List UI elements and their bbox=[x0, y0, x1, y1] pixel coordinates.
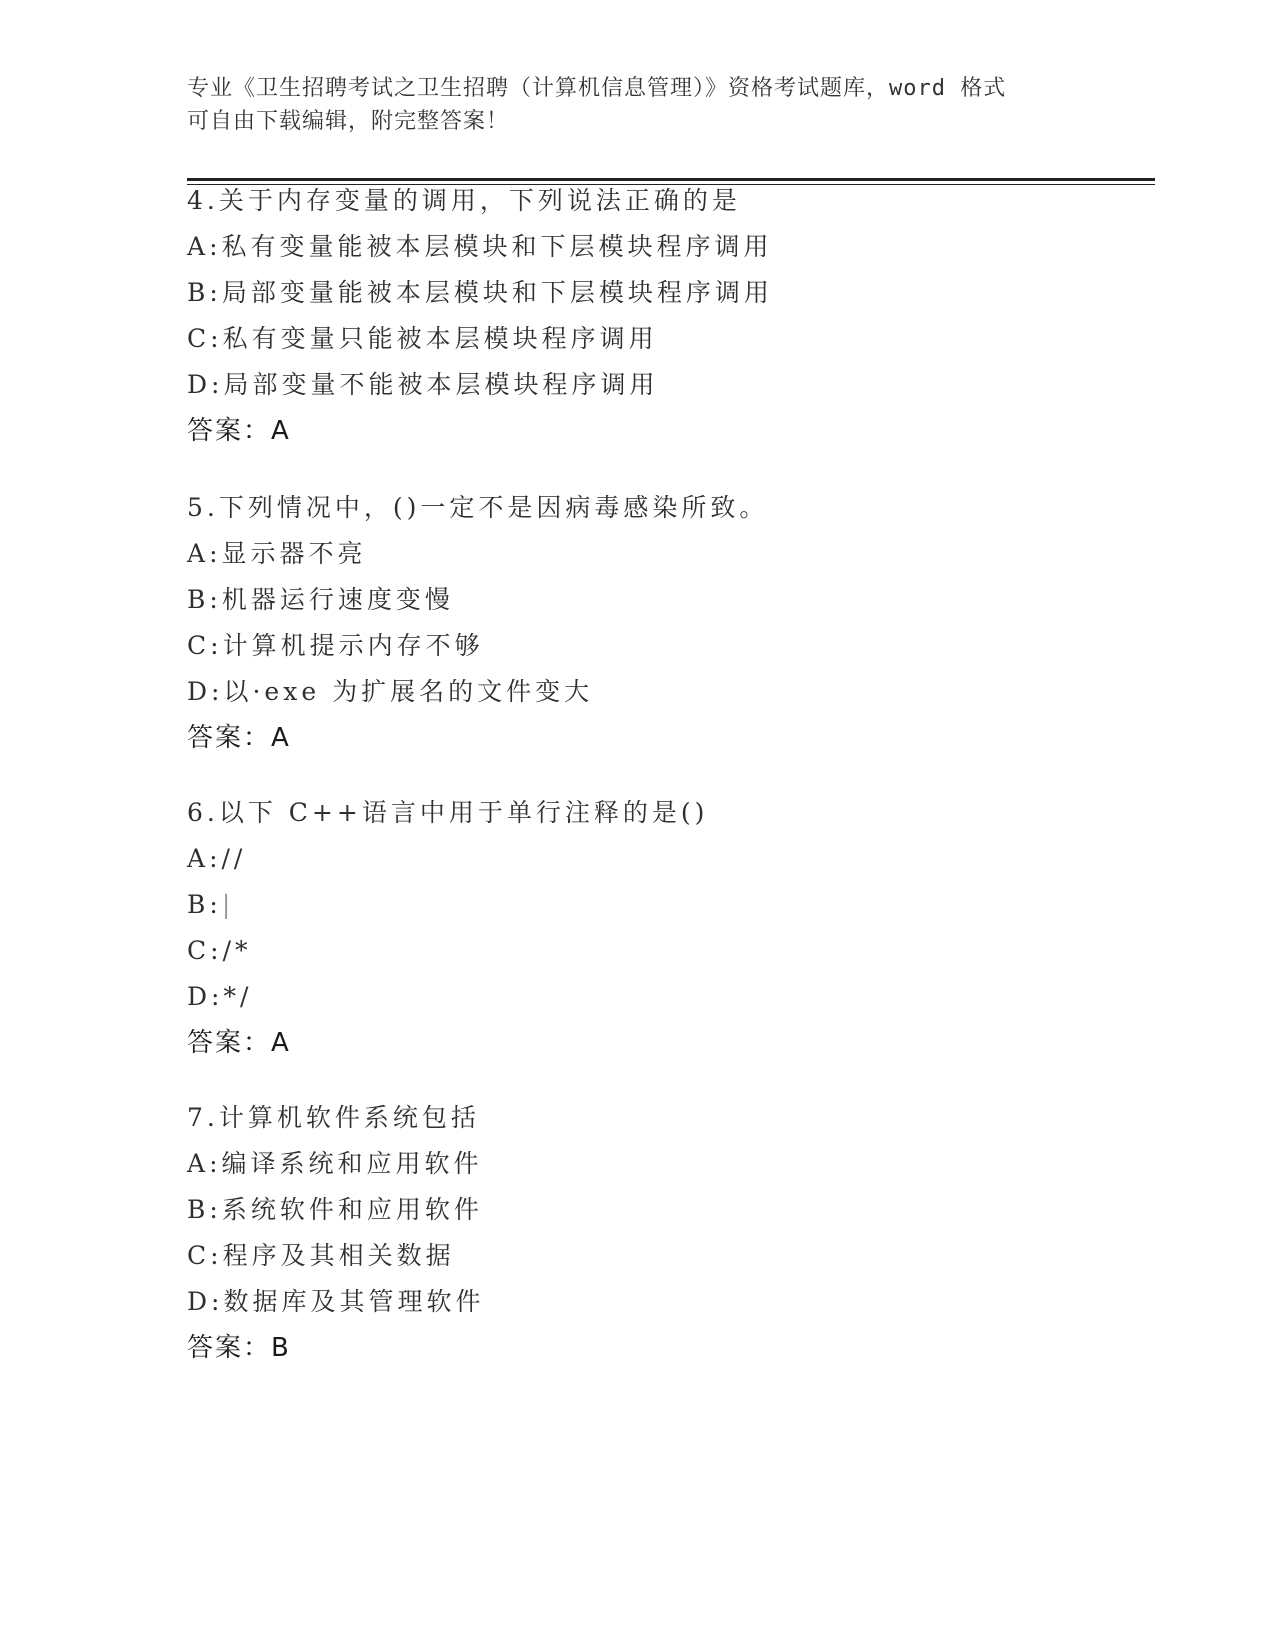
option-separator: : bbox=[209, 585, 222, 614]
option-text: | bbox=[221, 890, 235, 919]
option-letter: B bbox=[187, 278, 210, 307]
question-stem: 7.计算机软件系统包括 bbox=[187, 1103, 480, 1132]
option-text: 私有变量能被本层模块和下层模块程序调用 bbox=[221, 232, 773, 261]
header-line-1: 专业《卫生招聘考试之卫生招聘（计算机信息管理）》资格考试题库，word 格式 bbox=[187, 76, 1007, 101]
option-separator: : bbox=[210, 631, 223, 660]
answer-line bbox=[187, 1325, 1187, 1371]
option-text: 显示器不亮 bbox=[221, 539, 367, 568]
option-a bbox=[187, 836, 1187, 882]
question-block bbox=[187, 178, 1187, 454]
option-separator: : bbox=[210, 324, 223, 353]
question-block bbox=[187, 790, 1187, 1066]
option-a bbox=[187, 1141, 1187, 1187]
question-stem: 5.下列情况中，()一定不是因病毒感染所致。 bbox=[187, 493, 769, 522]
answer-value: A bbox=[271, 1028, 291, 1058]
option-letter: C bbox=[187, 936, 211, 965]
option-text: 数据库及其管理软件 bbox=[223, 1287, 485, 1316]
option-a bbox=[187, 224, 1187, 270]
option-letter: A bbox=[187, 232, 210, 261]
option-c bbox=[187, 623, 1187, 669]
option-text: 以·exe 为扩展名的文件变大 bbox=[223, 677, 594, 706]
option-c bbox=[187, 316, 1187, 362]
option-d bbox=[187, 1279, 1187, 1325]
option-text: 机器运行速度变慢 bbox=[221, 585, 454, 614]
answer-line bbox=[187, 715, 1187, 761]
option-separator: : bbox=[209, 890, 222, 919]
option-separator: : bbox=[209, 278, 222, 307]
option-b bbox=[187, 882, 1187, 928]
option-c bbox=[187, 1233, 1187, 1279]
answer-label: 答案： bbox=[187, 723, 272, 753]
option-text: 局部变量不能被本层模块程序调用 bbox=[223, 370, 659, 399]
option-separator: : bbox=[211, 677, 224, 706]
question-block bbox=[187, 485, 1187, 761]
option-letter: C bbox=[187, 324, 211, 353]
question-block bbox=[187, 1095, 1187, 1371]
option-separator: : bbox=[211, 1287, 224, 1316]
option-separator: : bbox=[209, 844, 222, 873]
option-d bbox=[187, 974, 1187, 1020]
option-letter: D bbox=[187, 1287, 212, 1316]
option-separator: : bbox=[209, 232, 222, 261]
option-letter: B bbox=[187, 890, 210, 919]
option-text: 局部变量能被本层模块和下层模块程序调用 bbox=[221, 278, 773, 307]
option-separator: : bbox=[209, 1149, 222, 1178]
answer-value: A bbox=[271, 723, 291, 753]
option-text: 私有变量只能被本层模块程序调用 bbox=[222, 324, 658, 353]
option-letter: B bbox=[187, 585, 210, 614]
answer-line bbox=[187, 1020, 1187, 1066]
option-letter: C bbox=[187, 1241, 211, 1270]
option-separator: : bbox=[211, 370, 224, 399]
option-letter: A bbox=[187, 1149, 210, 1178]
option-letter: A bbox=[187, 844, 210, 873]
option-a bbox=[187, 531, 1187, 577]
option-text: /* bbox=[222, 936, 252, 965]
option-separator: : bbox=[210, 1241, 223, 1270]
option-text: 计算机提示内存不够 bbox=[222, 631, 484, 660]
answer-label: 答案： bbox=[187, 416, 272, 446]
answer-value: B bbox=[271, 1333, 291, 1363]
answer-label: 答案： bbox=[187, 1333, 272, 1363]
option-separator: : bbox=[210, 936, 223, 965]
answer-label: 答案： bbox=[187, 1028, 272, 1058]
option-text: 系统软件和应用软件 bbox=[221, 1195, 483, 1224]
question-stem: 6.以下 C++语言中用于单行注释的是() bbox=[187, 798, 709, 827]
option-letter: D bbox=[187, 677, 212, 706]
option-text: 编译系统和应用软件 bbox=[221, 1149, 483, 1178]
option-text: */ bbox=[223, 982, 253, 1011]
option-d bbox=[187, 669, 1187, 715]
option-c bbox=[187, 928, 1187, 974]
option-b bbox=[187, 270, 1187, 316]
option-b bbox=[187, 1187, 1187, 1233]
option-separator: : bbox=[209, 1195, 222, 1224]
question-stem: 4.关于内存变量的调用，下列说法正确的是 bbox=[187, 186, 741, 215]
answer-line bbox=[187, 408, 1187, 454]
option-text: 程序及其相关数据 bbox=[222, 1241, 455, 1270]
option-text: // bbox=[221, 844, 247, 873]
option-separator: : bbox=[211, 982, 224, 1011]
header-line-2: 可自由下载编辑，附完整答案！ bbox=[187, 109, 510, 134]
option-letter: D bbox=[187, 982, 212, 1011]
option-b bbox=[187, 577, 1187, 623]
answer-value: A bbox=[271, 416, 291, 446]
option-separator: : bbox=[209, 539, 222, 568]
document-header bbox=[187, 72, 1087, 138]
option-letter: A bbox=[187, 539, 210, 568]
option-letter: C bbox=[187, 631, 211, 660]
option-letter: B bbox=[187, 1195, 210, 1224]
option-letter: D bbox=[187, 370, 212, 399]
option-d bbox=[187, 362, 1187, 408]
